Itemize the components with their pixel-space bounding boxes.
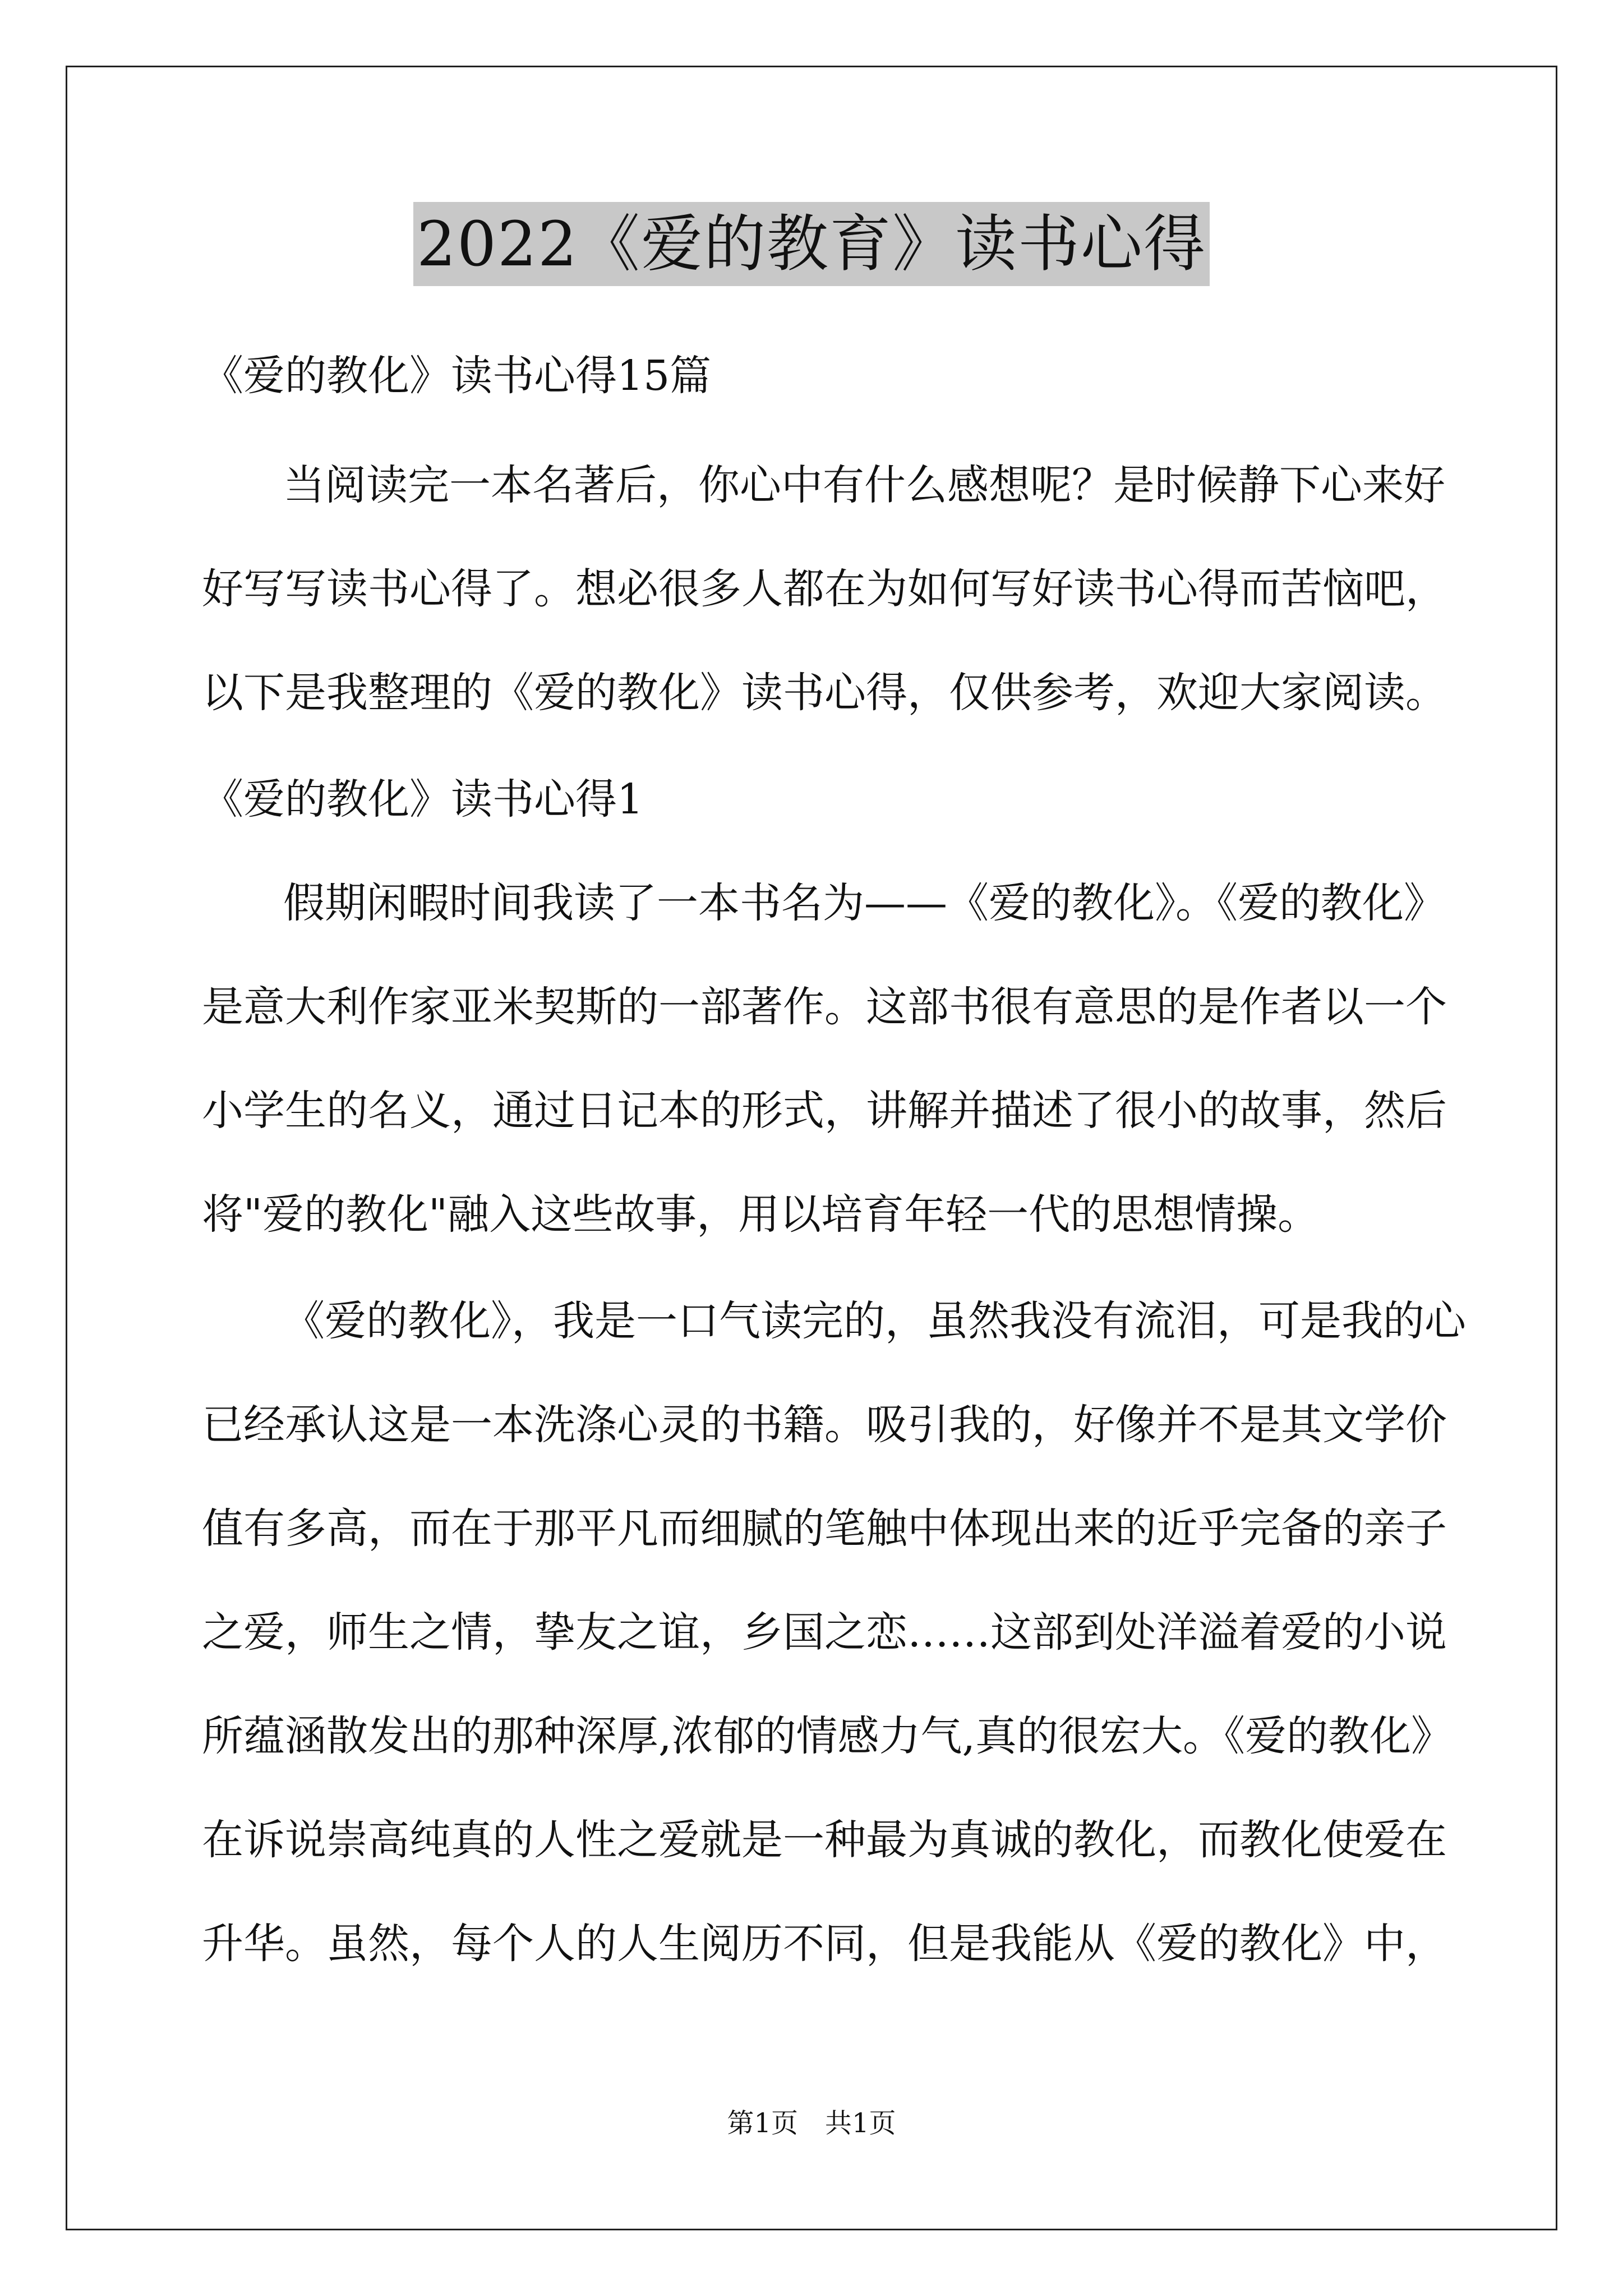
intro-line-3: 以下是我整理的《爱的教化》读书心得，仅供参考，欢迎大家阅读。 [202, 669, 1447, 717]
para2-line-3: 值有多高，而在于那平凡而细腻的笔触中体现出来的近乎完备的亲子 [202, 1504, 1447, 1553]
para2-line-7: 升华。虽然，每个人的人生阅历不同，但是我能从《爱的教化》中， [202, 1920, 1447, 1968]
section-heading-1: 《爱的教化》读书心得1 [202, 775, 644, 823]
main-heading: 《爱的教化》读书心得15篇 [202, 352, 712, 400]
para1-line-1: 假期闲暇时间我读了一本书名为——《爱的教化》。《爱的教化》 [283, 879, 1445, 927]
para1-line-4: 将"爱的教化"融入这些故事，用以培育年轻一代的思想情操。 [202, 1190, 1320, 1239]
intro-line-1: 当阅读完一本名著后，你心中有什么感想呢？是时候静下心来好 [283, 461, 1445, 509]
para1-line-2: 是意大利作家亚米契斯的一部著作。这部书很有意思的是作者以一个 [202, 983, 1447, 1031]
para2-line-5: 所蕴涵散发出的那种深厚,浓郁的情感力气,真的很宏大。《爱的教化》 [202, 1712, 1453, 1760]
para1-line-3: 小学生的名义，通过日记本的形式，讲解并描述了很小的故事，然后 [202, 1087, 1447, 1135]
para2-line-1: 《爱的教化》，我是一口气读完的，虽然我没有流泪，可是我的心 [283, 1297, 1466, 1345]
page-footer: 第1页 共1页 [727, 2108, 896, 2139]
para2-line-4: 之爱，师生之情，挚友之谊，乡国之恋……这部到处洋溢着爱的小说 [202, 1608, 1447, 1657]
document-title: 2022《爱的教育》读书心得 [413, 202, 1210, 286]
para2-line-6: 在诉说崇高纯真的人性之爱就是一种最为真诚的教化，而教化使爱在 [202, 1816, 1447, 1864]
title-container [0, 202, 1623, 286]
para2-line-2: 已经承认这是一本洗涤心灵的书籍。吸引我的，好像并不是其文学价 [202, 1401, 1447, 1449]
intro-line-2: 好写写读书心得了。想必很多人都在为如何写好读书心得而苦恼吧， [202, 565, 1447, 613]
